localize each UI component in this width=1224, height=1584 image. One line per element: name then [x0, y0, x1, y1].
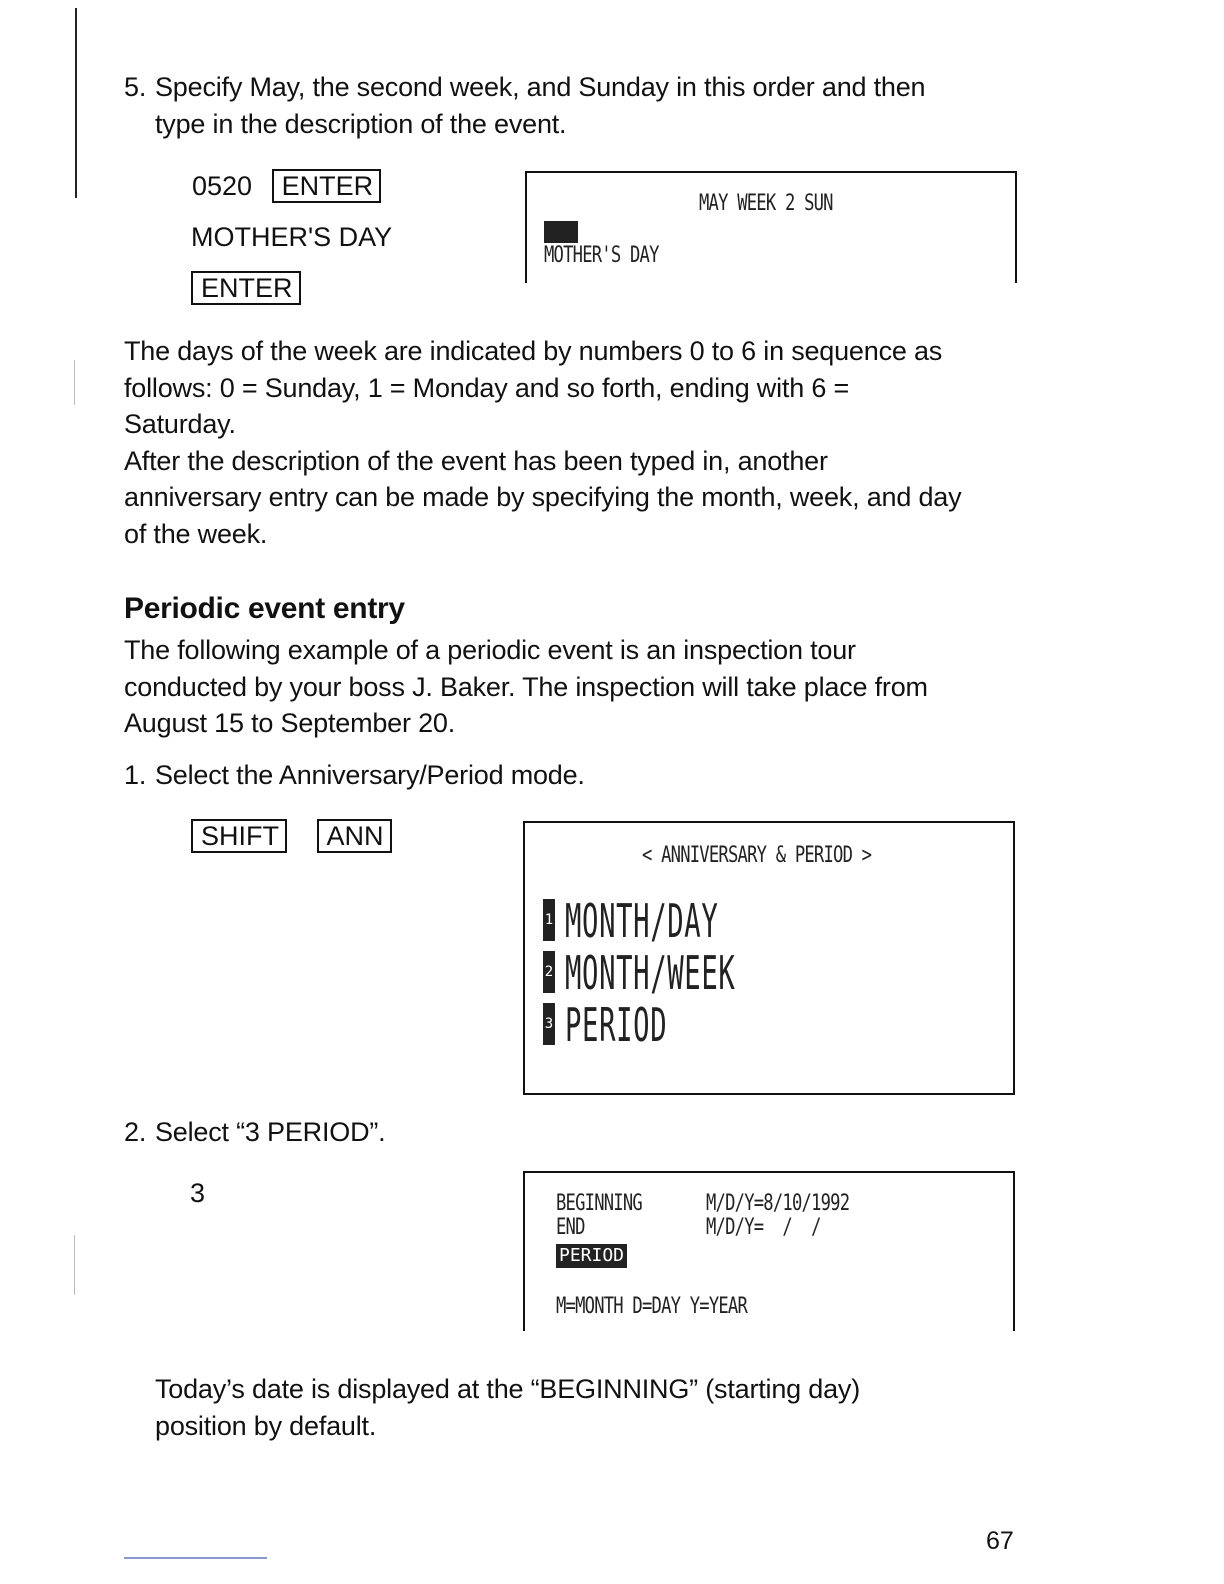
paragraph-line: The days of the week are indicated by numbers 0 to 6 in sequence as — [124, 336, 943, 366]
option-label: PERIOD — [565, 998, 668, 1053]
typed-text: MOTHER'S DAY — [191, 222, 393, 252]
step-number: 2. — [124, 1117, 147, 1147]
step-number: 5. — [124, 72, 147, 102]
lcd-beginning-value: M/D/Y=8/10/1992 — [706, 1191, 850, 1216]
closing-note — [155, 1371, 1115, 1444]
margin-change-bar — [75, 8, 77, 198]
step-text-line-1: Specify May, the second week, and Sunday in this order and then — [155, 72, 926, 102]
option-label: MONTH/WEEK — [565, 946, 736, 1001]
paragraph-line: follows: 0 = Sunday, 1 = Monday and so forth, ending with 6 = — [124, 372, 850, 403]
paragraph-line: August 15 to September 20. — [124, 708, 456, 738]
lcd-screen-period-entry — [523, 1171, 1015, 1331]
period-tag: PERIOD — [556, 1244, 627, 1268]
input-code: 0520 — [192, 171, 253, 201]
keystroke-row-3 — [191, 270, 301, 306]
margin-mark — [74, 360, 75, 405]
closing-line-2: position by default. — [155, 1410, 377, 1441]
lcd-legend: M=MONTH D=DAY Y=YEAR — [556, 1294, 748, 1319]
lcd-beginning-label: BEGINNING — [556, 1191, 642, 1216]
cursor-block-icon — [544, 221, 578, 243]
lcd-entry: MOTHER'S DAY — [544, 243, 659, 268]
step-number: 1. — [124, 760, 147, 790]
menu-option-month-week — [543, 946, 840, 1001]
lcd-screen-mode-menu — [523, 821, 1015, 1095]
step-text: Select the Anniversary/Period mode. — [155, 760, 585, 790]
shift-key: SHIFT — [191, 819, 287, 853]
paragraph-line: After the description of the event has been typed in, another — [124, 445, 828, 476]
keystroke-row — [191, 818, 392, 854]
option-label: MONTH/DAY — [565, 894, 719, 949]
margin-mark — [74, 1235, 75, 1295]
paragraph-line: of the week. — [124, 518, 268, 549]
page-number: 67 — [986, 1527, 1014, 1555]
enter-key: ENTER — [272, 169, 382, 203]
section-intro — [124, 632, 1124, 742]
menu-option-period — [543, 998, 730, 1053]
paragraph-line: The following example of a periodic event is an inspection tour — [124, 635, 856, 665]
step-text-line-2: type in the description of the event. — [155, 109, 567, 139]
ann-key: ANN — [317, 819, 392, 853]
paragraph-line: anniversary entry can be made by specifying the month, week, and day — [124, 482, 962, 512]
enter-key: ENTER — [191, 271, 301, 305]
lcd-title: < ANNIVERSARY & PERIOD > — [642, 843, 872, 868]
note-paragraph — [124, 333, 1124, 552]
option-number: 2 — [543, 951, 555, 993]
step-2 — [124, 1114, 1124, 1154]
keystroke-row-1 — [192, 168, 381, 204]
lcd-header: MAY WEEK 2 SUN — [699, 191, 833, 216]
paragraph-line: conducted by your boss J. Baker. The inspection will take place from — [124, 671, 928, 702]
option-number: 1 — [543, 899, 555, 941]
paragraph-line: Saturday. — [124, 409, 236, 439]
step-5 — [124, 69, 1124, 149]
lcd-end-value: M/D/Y= / / — [706, 1215, 821, 1240]
section-title: Periodic event entry — [124, 592, 405, 625]
footer-rule — [124, 1557, 267, 1559]
input-code: 3 — [190, 1178, 206, 1208]
step-text: Select “3 PERIOD”. — [155, 1117, 386, 1147]
menu-option-month-day — [543, 894, 812, 949]
lcd-end-label: END — [556, 1215, 585, 1240]
lcd-screen-anniversary-entry — [525, 171, 1017, 283]
step-1 — [124, 757, 1124, 797]
option-number: 3 — [543, 1003, 555, 1045]
lcd-tag — [556, 1244, 627, 1268]
closing-line-1: Today’s date is displayed at the “BEGINNING” (starting day) — [155, 1374, 861, 1404]
